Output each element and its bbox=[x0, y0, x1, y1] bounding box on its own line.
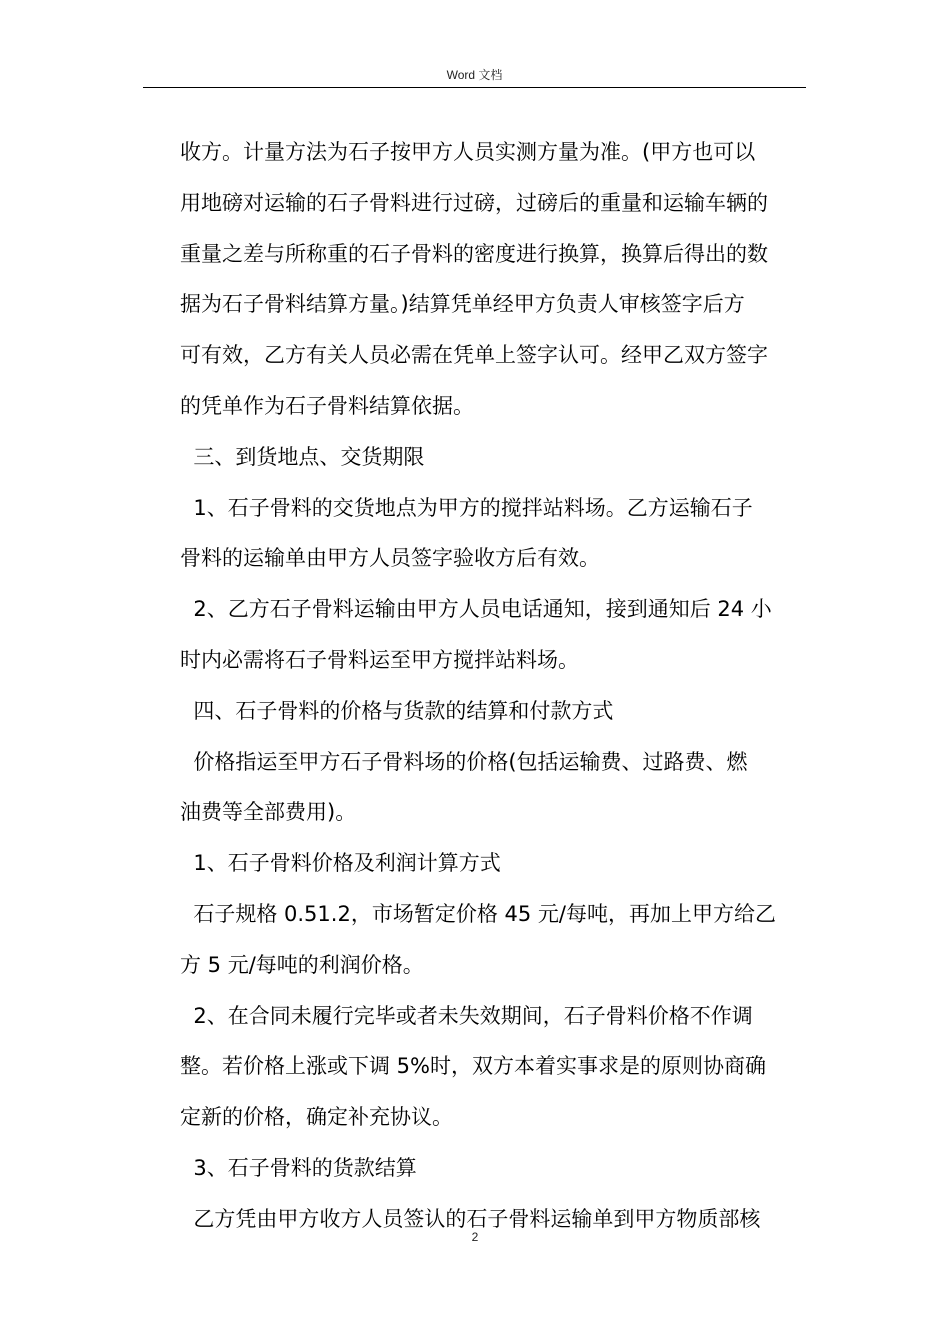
text-line: 据为石子骨料结算方量。)结算凭单经甲方负责人审核签字后方 bbox=[180, 292, 745, 317]
header-divider bbox=[143, 87, 806, 88]
text-line: 3、石子骨料的货款结算 bbox=[180, 1155, 417, 1180]
page-header: Word 文档 bbox=[446, 68, 503, 82]
section-heading: 四、石子骨料的价格与货款的结算和付款方式 bbox=[180, 698, 614, 723]
text-line: 整。若价格上涨或下调 5%时，双方本着实事求是的原则协商确 bbox=[180, 1054, 766, 1079]
text-line: 的凭单作为石子骨料结算依据。 bbox=[180, 393, 474, 418]
text-line: 价格指运至甲方石子骨料场的价格(包括运输费、过路费、燃 bbox=[180, 749, 748, 774]
text-line: 1、石子骨料的交货地点为甲方的搅拌站料场。乙方运输石子 bbox=[180, 495, 753, 520]
text-line: 时内必需将石子骨料运至甲方搅拌站料场。 bbox=[180, 647, 579, 672]
text-line: 乙方凭由甲方收方人员签认的石子骨料运输单到甲方物质部核 bbox=[180, 1206, 761, 1231]
text-line: 可有效，乙方有关人员必需在凭单上签字认可。经甲乙双方签字 bbox=[180, 343, 768, 368]
text-line: 油费等全部费用)。 bbox=[180, 800, 357, 825]
section-heading: 三、到货地点、交货期限 bbox=[180, 444, 425, 469]
document-body bbox=[180, 127, 810, 1245]
text-line: 2、在合同未履行完毕或者未失效期间，石子骨料价格不作调 bbox=[180, 1003, 753, 1028]
text-line: 2、乙方石子骨料运输由甲方人员电话通知，接到通知后 24 小 bbox=[180, 597, 772, 622]
text-line: 收方。计量方法为石子按甲方人员实测方量为准。(甲方也可以 bbox=[180, 140, 756, 164]
page-number: 2 bbox=[471, 1230, 479, 1244]
text-line: 重量之差与所称重的石子骨料的密度进行换算，换算后得出的数 bbox=[180, 241, 768, 266]
text-line: 1、石子骨料价格及利润计算方式 bbox=[180, 851, 501, 876]
text-line: 骨料的运输单由甲方人员签字验收方后有效。 bbox=[180, 546, 600, 571]
text-line: 石子规格 0.51.2，市场暂定价格 45 元/每吨，再加上甲方给乙 bbox=[180, 901, 776, 926]
text-line: 用地磅对运输的石子骨料进行过磅，过磅后的重量和运输车辆的 bbox=[180, 190, 768, 215]
text-line: 定新的价格，确定补充协议。 bbox=[180, 1105, 453, 1130]
text-line: 方 5 元/每吨的利润价格。 bbox=[180, 952, 424, 977]
